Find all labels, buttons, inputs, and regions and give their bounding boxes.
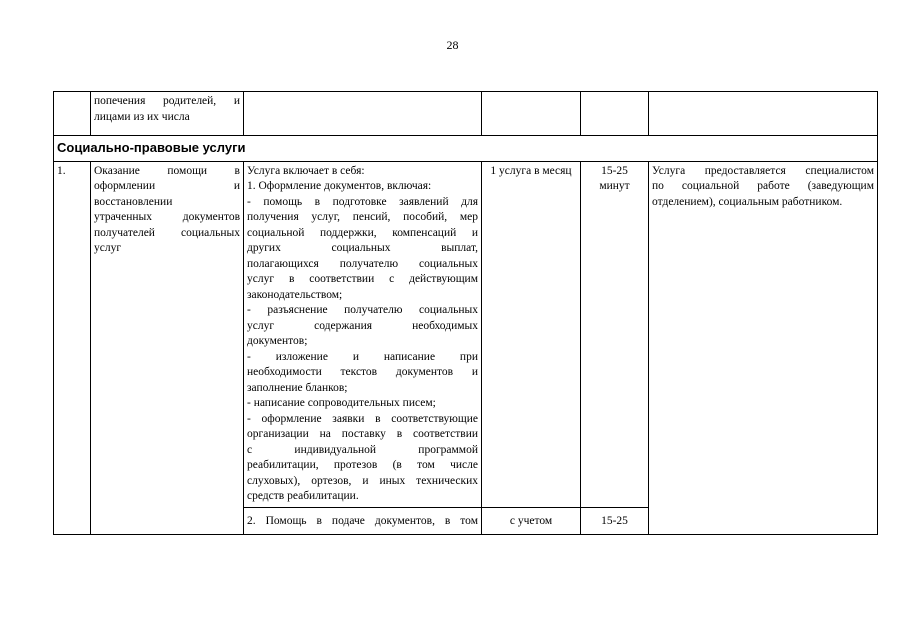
content-line: 1. Оформление документов, включая: [247,180,432,192]
page-number: 28 [446,38,459,52]
cell-name [91,92,244,136]
name-line: восстановлении [94,195,173,208]
content-line: - написание сопроводительных писем; [247,397,436,409]
section-title: Социально-правовые услуги [54,136,878,162]
content-line: документов; [247,335,308,347]
cell-provider [649,92,878,136]
service-frequency: 1 услуга в месяц [482,161,581,507]
service-content [244,161,482,507]
content-line: - помощь в подготовке заявлений для [247,195,478,208]
name-line: лицами из их числа [94,110,190,123]
content-line: средств реабилитации. [247,490,359,502]
table-row-continuation [54,92,878,136]
content-line: - оформление заявки в соответствующие [247,412,478,425]
subservice-content [244,507,482,534]
name-line: оформлении и [94,180,240,192]
content-line: социальной поддержки, компенсаций и [247,226,478,239]
content-line: 2. Помощь в подаче документов, в том [247,514,478,527]
content-line: с индивидуальной программой [247,443,478,456]
subservice-frequency: с учетом [482,507,581,534]
time-line: минут [599,180,630,192]
content-line: других социальных выплат, [247,242,478,254]
content-line: услуг в соответствии с действующим [247,273,478,285]
content-line: - разъяснение получателю социальных [247,304,478,316]
cell-time [581,92,649,136]
service-time [581,161,649,507]
name-line: попечения родителей, и [94,95,240,107]
provider-line: по социальной работе (заведующим [652,180,874,192]
cell-content [244,92,482,136]
name-line: услуг [94,242,122,254]
time-line: 15-25 [601,164,628,177]
content-line: Услуга включает в себя: [247,164,365,177]
cell-frequency [482,92,581,136]
content-line: получения услуг, пенсий, пособий, мер [247,211,478,223]
content-line: заполнение бланков; [247,381,348,394]
content-line: организации на поставку в соответствии [247,428,478,440]
cell-num [54,92,91,136]
content-line: услуг содержания необходимых [247,319,478,332]
name-line: утраченных документов [94,211,240,223]
section-row [54,136,878,162]
service-name [91,161,244,534]
name-line: получателей социальных [94,226,240,239]
service-provider [649,161,878,534]
provider-line: отделением), социальным работником. [652,195,843,208]
content-line: - изложение и написание при [247,350,478,363]
subservice-time: 15-25 [581,507,649,534]
content-line: реабилитации, протезов (в том числе [247,459,478,471]
table-row-service [54,161,878,507]
services-table [53,91,878,535]
provider-line: Услуга предоставляется специалистом [652,164,874,177]
name-line: Оказание помощи в [94,164,240,177]
content-line: слуховых), ортезов, и иных технических [247,474,478,487]
content-line: полагающихся получателю социальных [247,257,478,270]
content-line: законодательством; [247,288,343,301]
content-line: необходимости текстов документов и [247,366,478,378]
service-number: 1. [54,161,91,534]
